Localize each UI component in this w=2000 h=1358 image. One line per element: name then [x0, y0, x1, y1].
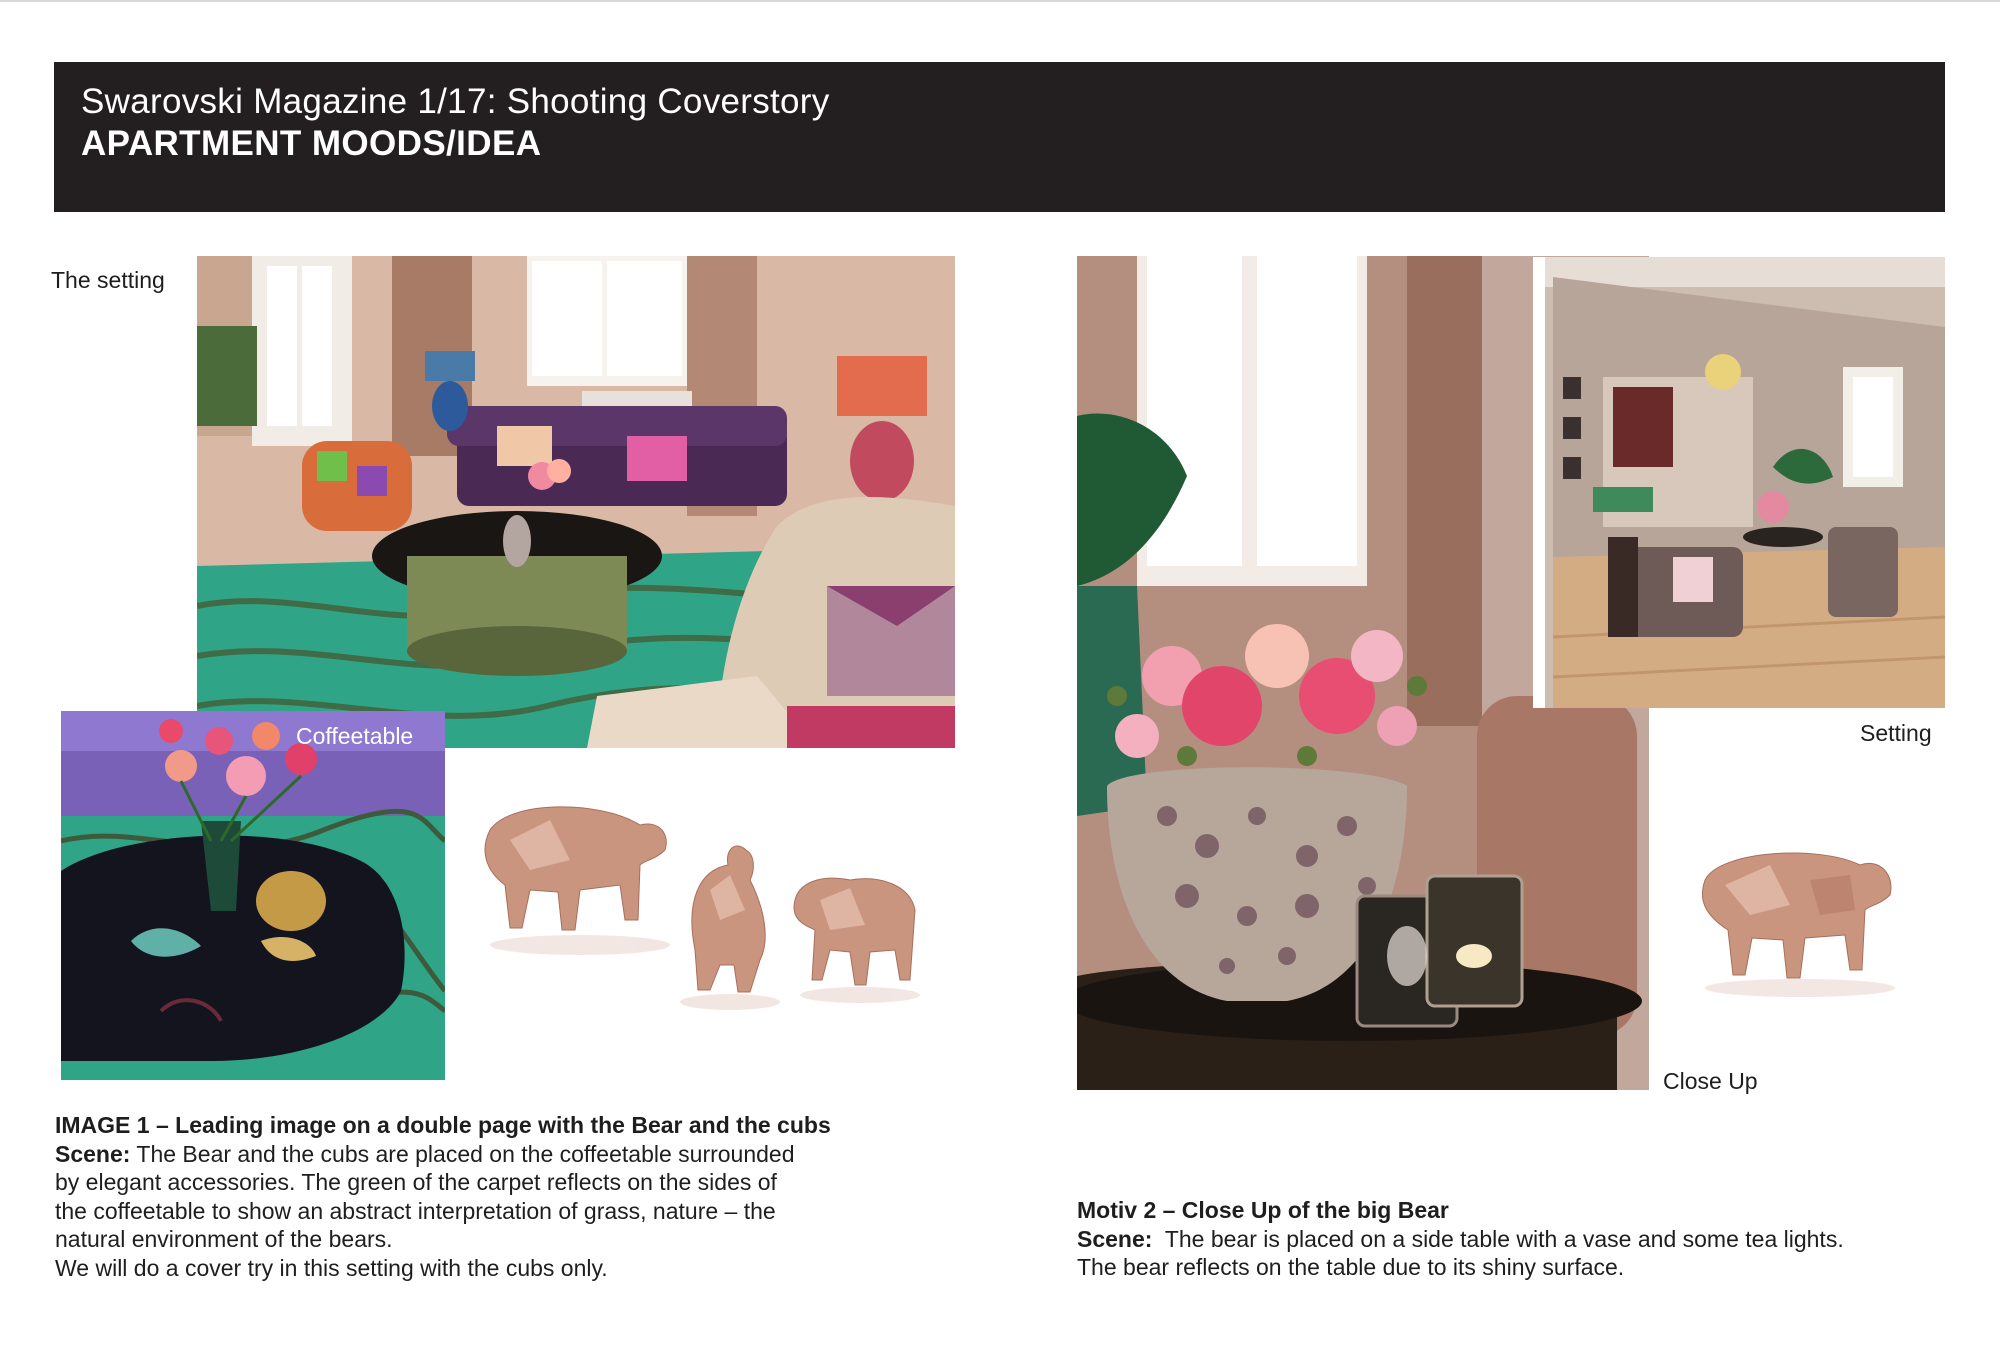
- motiv2-scene-line2: The bear reflects on the table due to its shiny surface.: [1077, 1254, 1625, 1280]
- title-banner: [54, 62, 1945, 212]
- label-coffeetable: Coffeetable: [296, 723, 414, 749]
- image1-scene-label: Scene:: [55, 1140, 131, 1167]
- image1-scene-line4: natural environment of the bears.: [55, 1226, 393, 1252]
- crystal-bear-and-cubs-photo: [470, 780, 940, 1025]
- motiv2-scene-line1: Scene: The bear is placed on a side table with a vase and some tea lights.: [1077, 1225, 1844, 1252]
- image1-description: [55, 1111, 831, 1282]
- label-setting: Setting: [1860, 720, 1932, 746]
- page-subtitle: APARTMENT MOODS/IDEA: [81, 124, 542, 163]
- crystal-bear-photo: [1690, 820, 1920, 1000]
- motiv2-scene-label: Scene:: [1077, 1225, 1153, 1252]
- living-room-photo: [197, 256, 955, 748]
- image1-scene-line5: We will do a cover try in this setting with the cubs only.: [55, 1254, 608, 1281]
- setting-mirror-photo: [1533, 257, 1945, 708]
- label-the-setting: The setting: [51, 267, 165, 293]
- image1-title: IMAGE 1 – Leading image on a double page with the Bear and the cubs: [55, 1112, 831, 1138]
- motiv2-title: Motiv 2 – Close Up of the big Bear: [1077, 1197, 1449, 1223]
- top-rule: [0, 0, 2000, 2]
- page-title: Swarovski Magazine 1/17: Shooting Coverstory: [81, 82, 830, 121]
- label-close-up: Close Up: [1663, 1068, 1758, 1094]
- image1-scene-line3: the coffeetable to show an abstract interpretation of grass, nature – the: [55, 1197, 776, 1224]
- image1-scene-line1: Scene: The Bear and the cubs are placed on the coffeetable surrounded: [55, 1140, 795, 1167]
- coffeetable-photo: [61, 711, 445, 1080]
- motiv2-description: [1077, 1196, 1844, 1282]
- image1-scene-line2: by elegant accessories. The green of the carpet reflects on the sides of: [55, 1169, 777, 1195]
